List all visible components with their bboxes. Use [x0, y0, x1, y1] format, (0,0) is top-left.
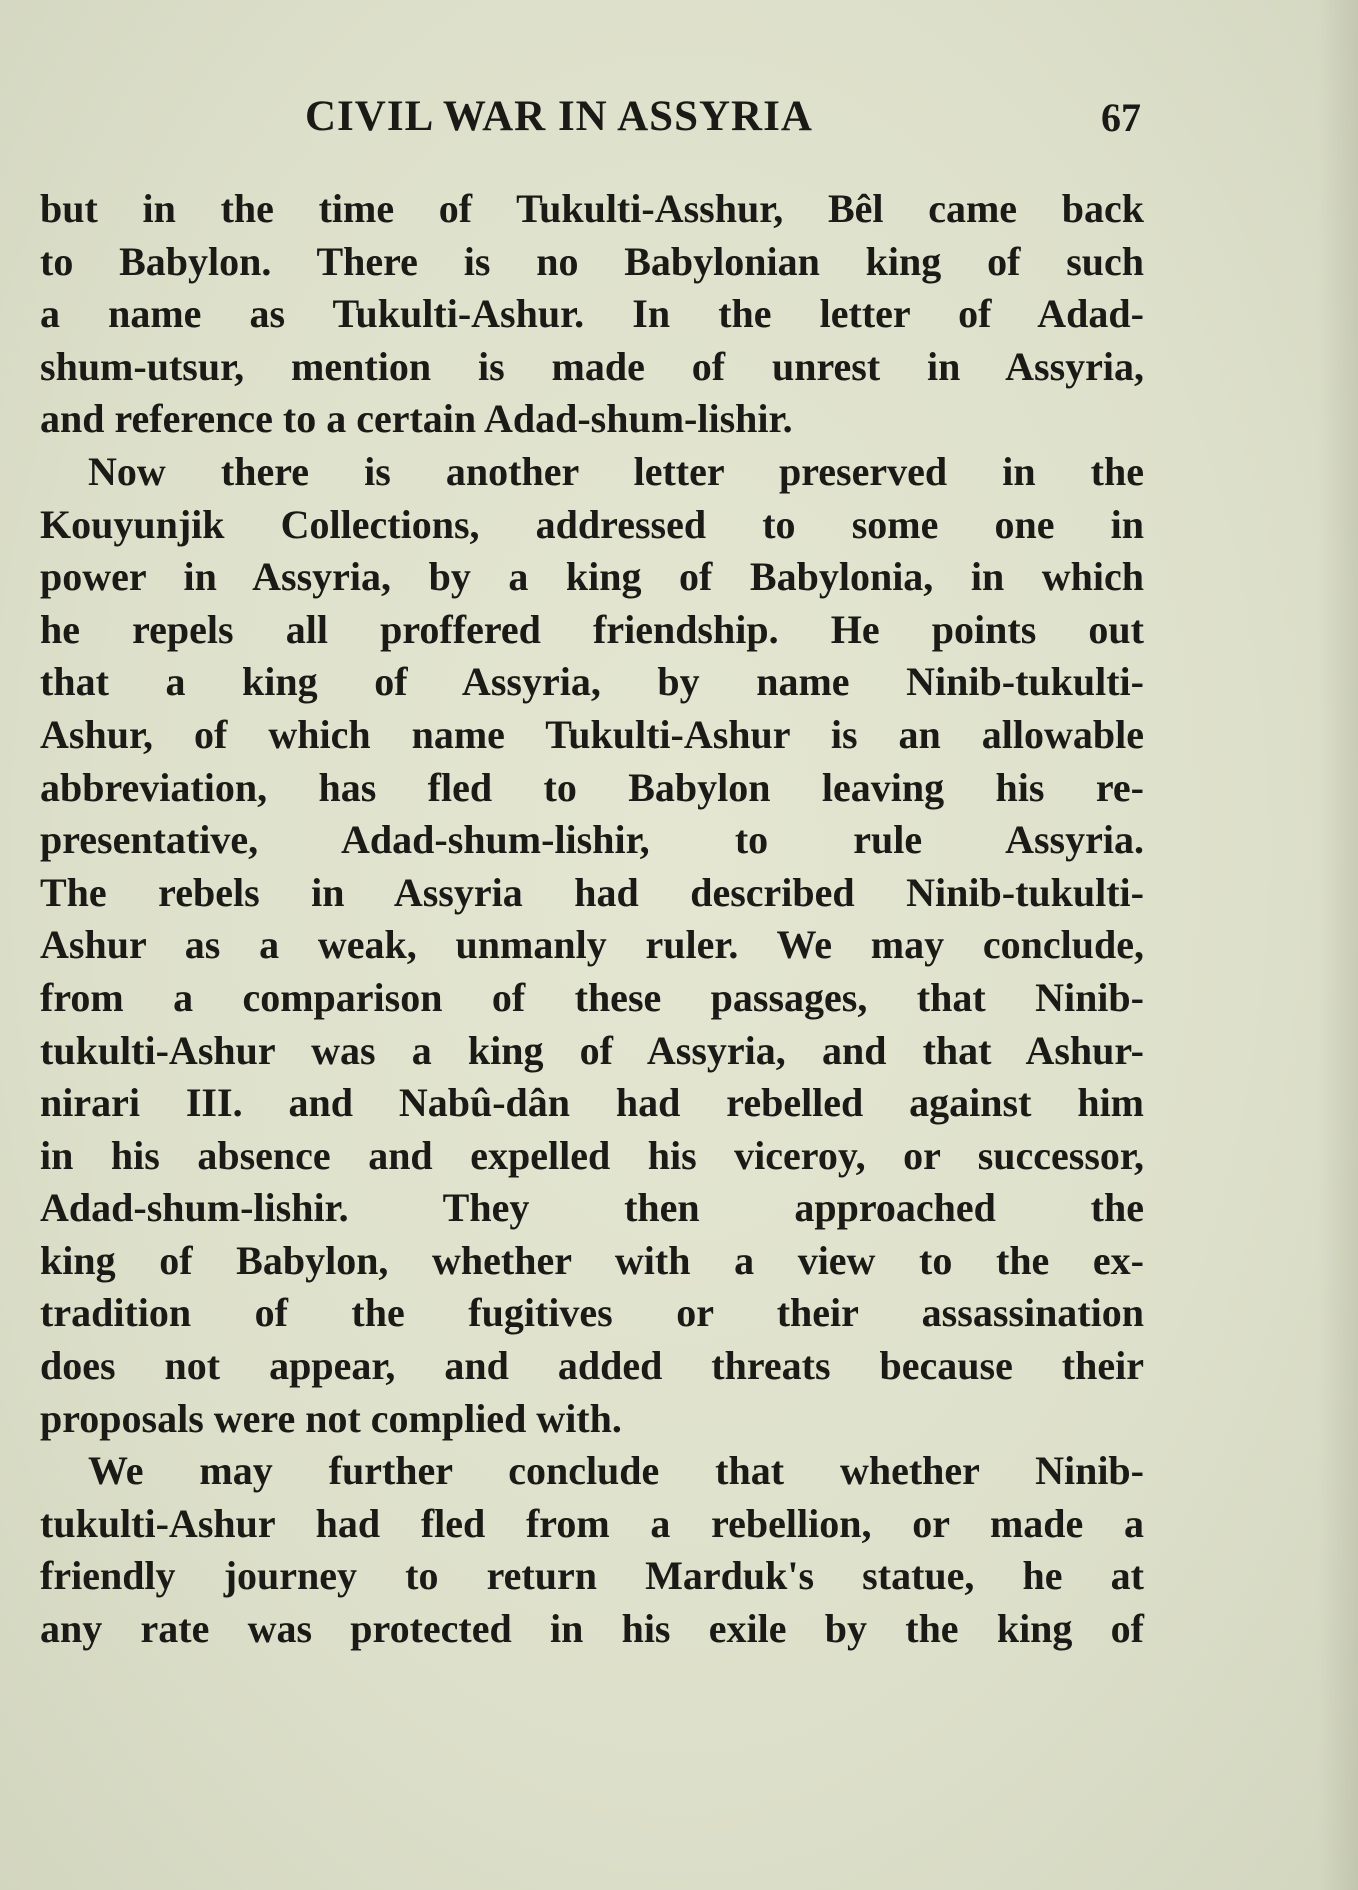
text-line: does not appear, and added threats because their [40, 1343, 1144, 1389]
text-line: tukulti-Ashur was a king of Assyria, and that Ashur- [40, 1027, 1144, 1073]
text-line: and reference to a certain Adad-shum-lishir. [40, 396, 793, 442]
page-number: 67 [1101, 95, 1141, 140]
page-edge-shadow [1318, 0, 1358, 1890]
text-line: Kouyunjik Collections, addressed to some one in [40, 501, 1144, 547]
text-line: king of Babylon, whether with a view to the ex- [40, 1237, 1144, 1283]
text-line: nirari III. and Nabû-dân had rebelled against him [40, 1080, 1144, 1126]
text-line: shum-utsur, mention is made of unrest in Assyria, [40, 343, 1144, 389]
running-title: CIVIL WAR IN ASSYRIA [305, 93, 813, 140]
body-text [40, 183, 1144, 1656]
text-line: a name as Tukulti-Ashur. In the letter of Adad- [40, 291, 1144, 337]
text-line: friendly journey to return Marduk's statue, he at [40, 1553, 1144, 1599]
text-line: in his absence and expelled his viceroy, or successor, [40, 1132, 1144, 1178]
text-line: Ashur as a weak, unmanly ruler. We may conclude, [40, 922, 1144, 968]
text-line: presentative, Adad-shum-lishir, to rule Assyria. [40, 817, 1144, 863]
paragraph-start-line: We may further conclude that whether Ninib- [88, 1448, 1144, 1494]
text-line: Adad-shum-lishir. They then approached the [40, 1185, 1144, 1231]
text-line: Ashur, of which name Tukulti-Ashur is an allowable [40, 711, 1144, 757]
text-line: tradition of the fugitives or their assassination [40, 1290, 1144, 1336]
text-line: from a comparison of these passages, that Ninib- [40, 974, 1144, 1020]
text-line: abbreviation, has fled to Babylon leaving his re- [40, 764, 1144, 810]
text-line: he repels all proffered friendship. He points out [40, 606, 1144, 652]
running-head [40, 92, 1140, 152]
text-line: that a king of Assyria, by name Ninib-tukulti- [40, 659, 1144, 705]
text-line: power in Assyria, by a king of Babylonia, in which [40, 554, 1144, 600]
text-line: The rebels in Assyria had described Ninib-tukulti- [40, 869, 1144, 915]
text-line: any rate was protected in his exile by the king of [40, 1606, 1144, 1652]
text-line: tukulti-Ashur had fled from a rebellion, or made a [40, 1500, 1144, 1546]
text-line: to Babylon. There is no Babylonian king of such [40, 238, 1144, 284]
paragraph-start-line: Now there is another letter preserved in the [88, 448, 1144, 494]
text-line: proposals were not complied with. [40, 1395, 622, 1441]
text-line: but in the time of Tukulti-Asshur, Bêl came back [40, 186, 1144, 231]
